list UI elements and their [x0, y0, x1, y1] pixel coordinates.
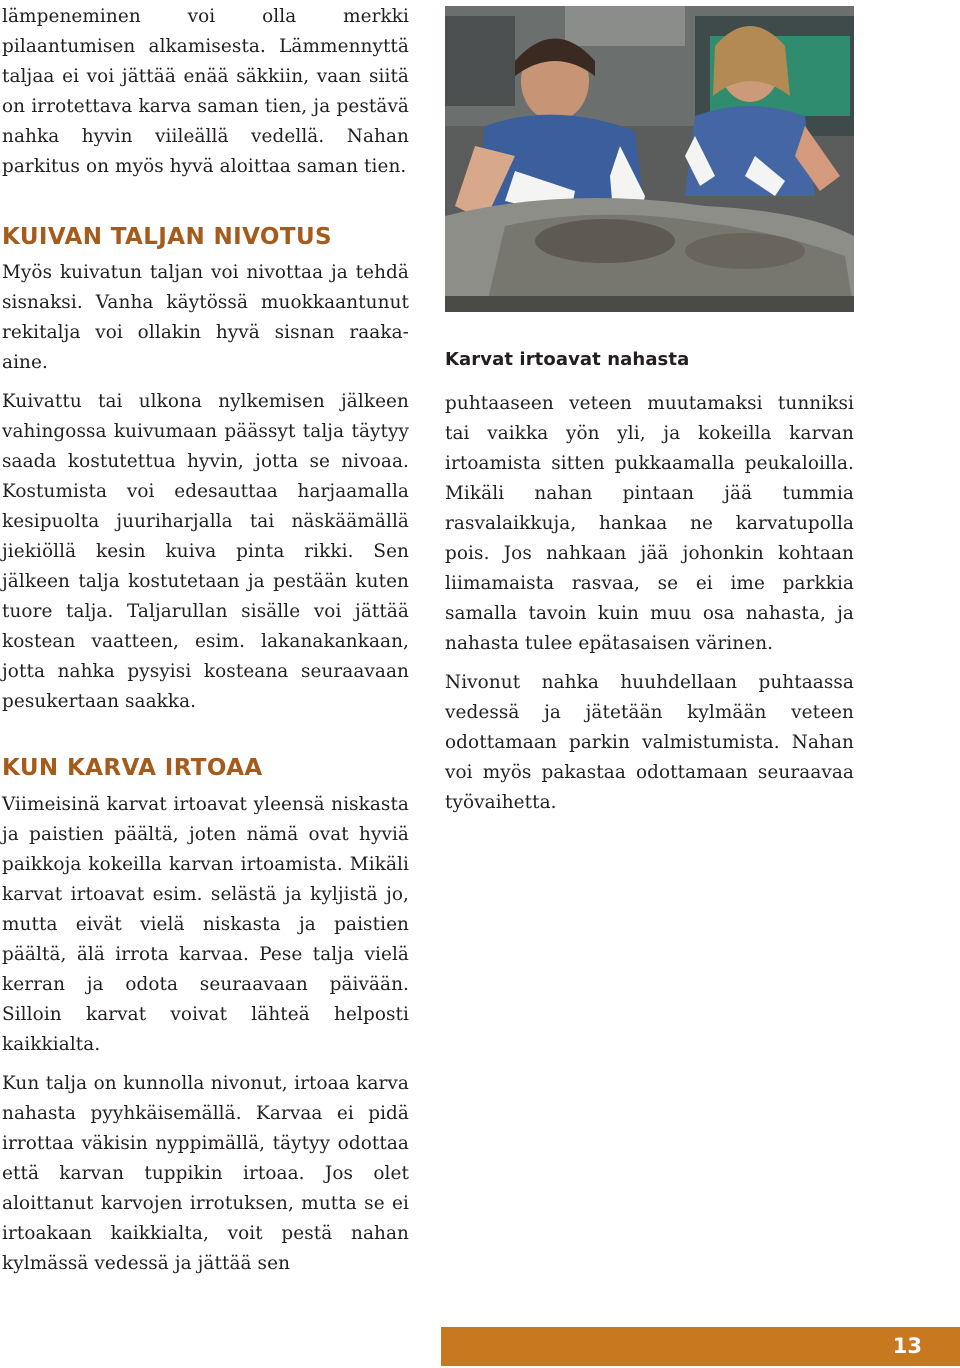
body-paragraph: Myös kuivatun taljan voi nivottaa ja tehdä sisnaksi. Vanha käytössä muokkaantunut rekitalja voi ollakin hyvä sisnan raaka-aine.	[2, 262, 409, 373]
body-paragraph: Nivonut nahka huuhdellaan puhtaassa vedessä ja jätetään kylmään veteen odottamaan parkin valmistumista. Nahan voi myös pakastaa odottamaan seuraavaa työvaihetta.	[445, 672, 854, 813]
footer-bar	[441, 1327, 960, 1366]
body-paragraph: puhtaaseen veteen muutamaksi tunniksi tai vaikka yön yli, ja kokeilla karvan irtoamista sitten pukkaamalla peukaloilla. Mikäli nahan pintaan jää tummia rasvalaikkuja, hankaa ne karvatupolla pois. Jos nahkaan jää johonkin kohtaan liimamaista rasvaa, se ei ime parkkia samalla tavoin kuin muu osa nahasta, ja nahasta tulee epätasaisen värinen.	[445, 393, 854, 654]
body-paragraph: Kuivattu tai ulkona nylkemisen jälkeen vahingossa kuivumaan päässyt talja täytyy saada kostutettua hyvin, jotta se nivoaa. Kostumista voi edesauttaa harjaamalla kesipuolta juuriharjalla tai näskäämällä jiekiöllä kesin kuiva pinta rikki. Sen jälkeen talja kostutetaan ja pestään kuten tuore talja. Taljarullan sisälle voi jättää kostean vaatteen, esim. lakanakankaan, jotta nahka pysyisi kosteana seuraavaan pesukertaan saakka.	[2, 391, 409, 712]
body-paragraph: Viimeisinä karvat irtoavat yleensä niskasta ja paistien päältä, joten nämä ovat hyviä paikkoja kokeilla karvan irtoamista. Mikäli karvat irtoavat esim. selästä ja kyljistä jo, mutta eivät vielä niskasta ja paistien päältä, älä irrota karvaa. Pese talja vielä kerran ja odota seuraavaan päivään. Silloin karvat voivat lähteä helposti kaikkialta.	[2, 794, 409, 1055]
photo-women-removing-hair-from-hide	[445, 6, 854, 312]
photo-caption: Karvat irtoavat nahasta	[445, 349, 690, 370]
photo-illustration	[445, 6, 854, 312]
section-heading-kuivan-taljan-nivotus: KUIVAN TALJAN NIVOTUS	[2, 224, 333, 250]
body-paragraph: Kun talja on kunnolla nivonut, irtoaa karva nahasta pyyhkäisemällä. Karvaa ei pidä irrottaa väkisin nyppimällä, täytyy odottaa että karvan tuppikin irtoaa. Jos olet aloittanut karvojen irrotuksen, mutta se ei irtoakaan kaikkialta, voit pestä nahan kylmässä vedessä ja jättää sen	[2, 1073, 409, 1274]
section-heading-kun-karva-irtoaa: KUN KARVA IRTOAA	[2, 755, 263, 781]
left-column	[2, 2, 409, 1288]
page-number: 13	[892, 1334, 922, 1358]
intro-paragraph: lämpeneminen voi olla merkki pilaantumisen alkamisesta. Lämmennyttä taljaa ei voi jättää enää säkkiin, vaan siitä on irrotettava karva saman tien, ja pestävä nahka hyvin viileällä vedellä. Nahan parkitus on myös hyvä aloittaa saman tien.	[2, 6, 409, 177]
right-column	[445, 389, 854, 827]
